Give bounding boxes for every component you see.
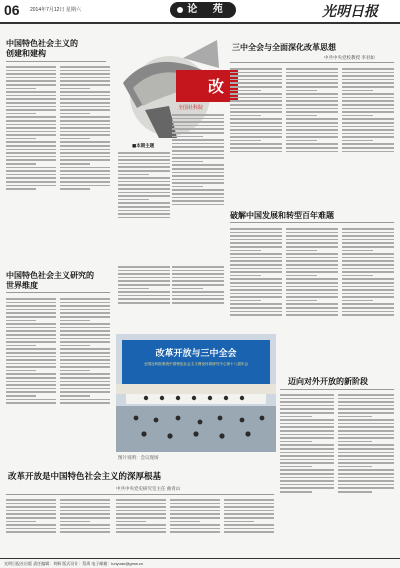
date-line: 2014年7月12日 星期六: [30, 7, 81, 13]
article-2-body-col2: [286, 66, 338, 202]
divider: [230, 62, 394, 63]
article-7-body-col1: [6, 497, 56, 555]
article-7-body-col4: [170, 497, 220, 555]
article-5-body-col2: [286, 226, 338, 366]
article-4-title-line1: 中国特色社会主义研究的: [6, 270, 94, 280]
article-6-title: 迈向对外开放的新阶段: [288, 376, 368, 386]
center-body-col1: [118, 264, 170, 326]
article-7-body-col3: [116, 497, 166, 555]
article-7-title: 改革开放是中国特色社会主义的深厚根基: [8, 472, 162, 482]
article-1-title-line1: 中国特色社会主义的: [6, 38, 78, 48]
article-6-body-col2: [338, 392, 394, 552]
article-4-title-line2: 世界维度: [6, 280, 38, 290]
newspaper-masthead: 光明日报: [322, 4, 378, 20]
center-body-col2: [172, 264, 224, 326]
article-7-body-col5: [224, 497, 274, 555]
divider: [6, 292, 110, 293]
article-1-title-line2: 创建和建构: [6, 48, 46, 58]
article-1-title: [6, 38, 106, 58]
article-6-body-col1: [280, 392, 334, 552]
article-2-title: 三中全会与全面深化改革思想: [232, 42, 336, 52]
article-1-body-col2: [60, 64, 110, 264]
article-2-body-col1: [230, 66, 282, 202]
article-5-title: 破解中国发展和转型百年难题: [230, 210, 334, 220]
theme-tag: ■本期主题: [132, 144, 155, 149]
theme-banner: [176, 70, 238, 102]
photo-backdrop-title: 改革开放与三中全会: [155, 349, 237, 359]
divider: [230, 222, 394, 223]
page-footer: 光明日报社出版 责任编辑：刘枫 版式设计：蔡禹 电子邮箱：lunyuan@gmw.cn: [0, 558, 400, 568]
theme-banner-subtitle: 全国社科院: [178, 105, 204, 111]
article-4-title: [6, 270, 110, 290]
divider: [6, 61, 106, 62]
article-7-byline: 中共中央党史研究室主任 曲青山: [116, 486, 181, 491]
article-4-body-col2: [60, 296, 110, 466]
article-4-body-col1: [6, 296, 56, 466]
divider: [280, 389, 394, 390]
article-2-byline: 中共中央党校教授 李君如: [324, 55, 375, 60]
article-1-body-col1: [6, 64, 56, 264]
theme-banner-glyph: 改: [208, 77, 225, 96]
theme-body-col2: [172, 112, 224, 260]
page-number: 06: [4, 2, 20, 18]
section-label-text: 论 苑: [187, 4, 229, 15]
article-5-body-col3: [342, 226, 394, 366]
conference-photo: [116, 334, 276, 452]
photo-caption: 图片说明：会议现场: [118, 455, 159, 460]
article-7-body-col2: [60, 497, 110, 555]
section-label: [170, 2, 236, 18]
theme-body-col1: [118, 150, 170, 260]
circle-icon: [177, 7, 183, 13]
divider: [6, 494, 274, 495]
article-2-body-col3: [342, 66, 394, 202]
photo-backdrop-subtitle: 全国社科院系统中国特色社会主义理论体系研究中心第十八届年会: [143, 362, 249, 366]
